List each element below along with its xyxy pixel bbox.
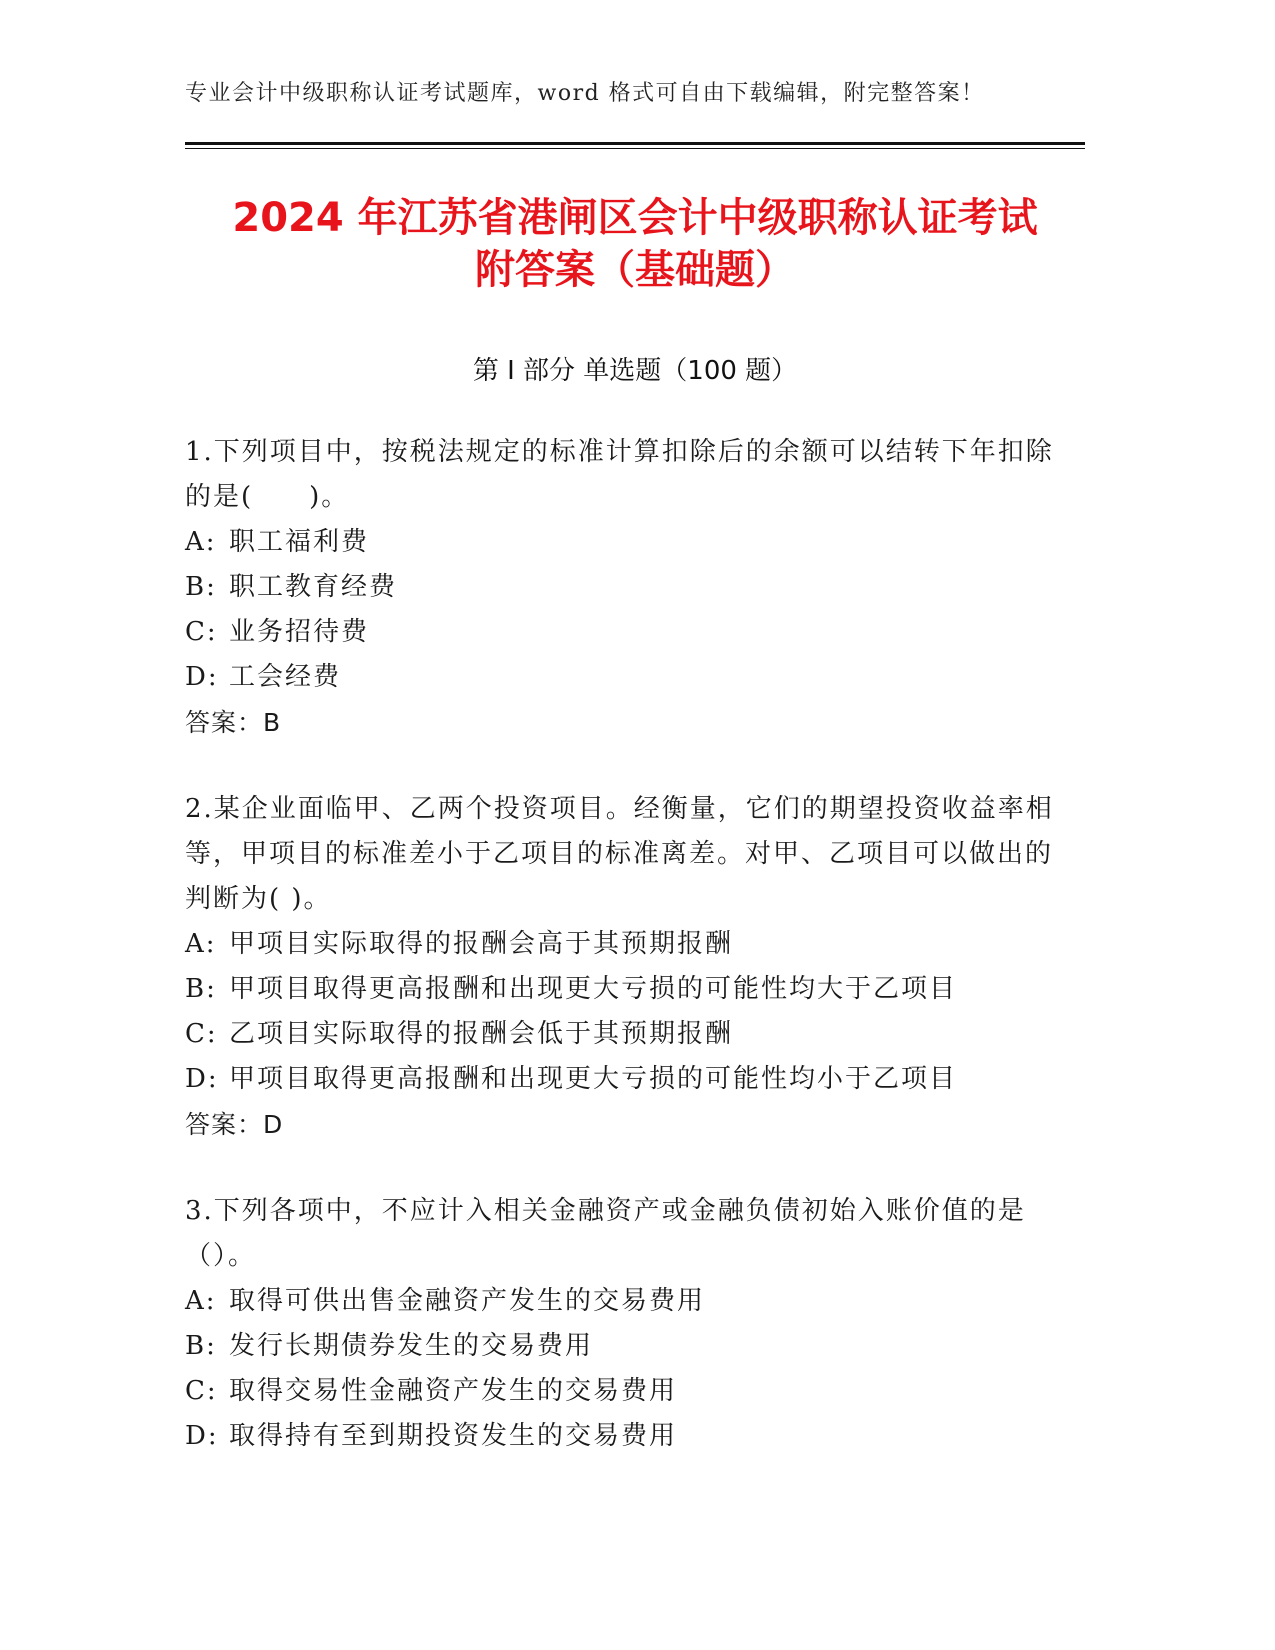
answer-label: 答案：B xyxy=(185,708,282,737)
option-d xyxy=(185,1414,1055,1459)
option-c xyxy=(185,610,1055,655)
option-text: 乙项目实际取得的报酬会低于其预期报酬 xyxy=(229,1019,734,1049)
option-d xyxy=(185,655,1055,700)
option-letter: D: xyxy=(185,1421,219,1451)
question-2 xyxy=(185,787,1055,1147)
option-text: 甲项目取得更高报酬和出现更大亏损的可能性均大于乙项目 xyxy=(229,974,958,1004)
option-letter: C: xyxy=(185,617,218,647)
option-text: 职工福利费 xyxy=(229,527,370,557)
option-letter: D: xyxy=(185,1064,219,1094)
option-a xyxy=(185,922,1055,967)
option-a xyxy=(185,1279,1055,1324)
question-1 xyxy=(185,430,1055,745)
section-title: 第 I 部分 单选题（100 题） xyxy=(472,356,798,386)
header-note: 专业会计中级职称认证考试题库，word 格式可自由下载编辑，附完整答案！ xyxy=(185,81,985,106)
question-stem: 1.下列项目中，按税法规定的标准计算扣除后的余额可以结转下年扣除的是( )。 xyxy=(185,437,1054,512)
option-letter: C: xyxy=(185,1019,218,1049)
answer-label: 答案：D xyxy=(185,1110,284,1139)
option-letter: D: xyxy=(185,662,219,692)
option-b xyxy=(185,565,1055,610)
document-title xyxy=(185,192,1085,296)
title-line-2: 附答案（基础题） xyxy=(475,247,795,293)
option-letter: C: xyxy=(185,1376,218,1406)
option-text: 业务招待费 xyxy=(229,617,370,647)
title-line-1: 2024 年江苏省港闸区会计中级职称认证考试 xyxy=(232,195,1038,241)
option-letter: B: xyxy=(185,974,217,1004)
option-text: 工会经费 xyxy=(229,662,342,692)
option-text: 取得交易性金融资产发生的交易费用 xyxy=(229,1376,678,1406)
option-text: 取得持有至到期投资发生的交易费用 xyxy=(229,1421,678,1451)
option-text: 发行长期债券发生的交易费用 xyxy=(229,1331,594,1361)
option-text: 取得可供出售金融资产发生的交易费用 xyxy=(229,1286,706,1316)
option-letter: A: xyxy=(185,527,217,557)
option-letter: A: xyxy=(185,1286,217,1316)
option-letter: B: xyxy=(185,572,217,602)
question-list xyxy=(185,430,1055,1501)
question-3 xyxy=(185,1189,1055,1459)
header-rule-thin xyxy=(185,148,1085,149)
header-rule-thick xyxy=(185,142,1085,145)
option-c xyxy=(185,1012,1055,1057)
option-a xyxy=(185,520,1055,565)
option-c xyxy=(185,1369,1055,1414)
option-letter: B: xyxy=(185,1331,217,1361)
option-text: 职工教育经费 xyxy=(229,572,398,602)
option-letter: A: xyxy=(185,929,217,959)
option-text: 甲项目实际取得的报酬会高于其预期报酬 xyxy=(229,929,734,959)
option-b xyxy=(185,967,1055,1012)
option-d xyxy=(185,1057,1055,1102)
option-text: 甲项目取得更高报酬和出现更大亏损的可能性均小于乙项目 xyxy=(229,1064,958,1094)
option-b xyxy=(185,1324,1055,1369)
question-stem: 3.下列各项中，不应计入相关金融资产或金融负债初始入账价值的是（）。 xyxy=(185,1196,1026,1271)
question-stem: 2.某企业面临甲、乙两个投资项目。经衡量，它们的期望投资收益率相等，甲项目的标准差小于乙项目的标准离差。对甲、乙项目可以做出的判断为( )。 xyxy=(185,794,1054,914)
